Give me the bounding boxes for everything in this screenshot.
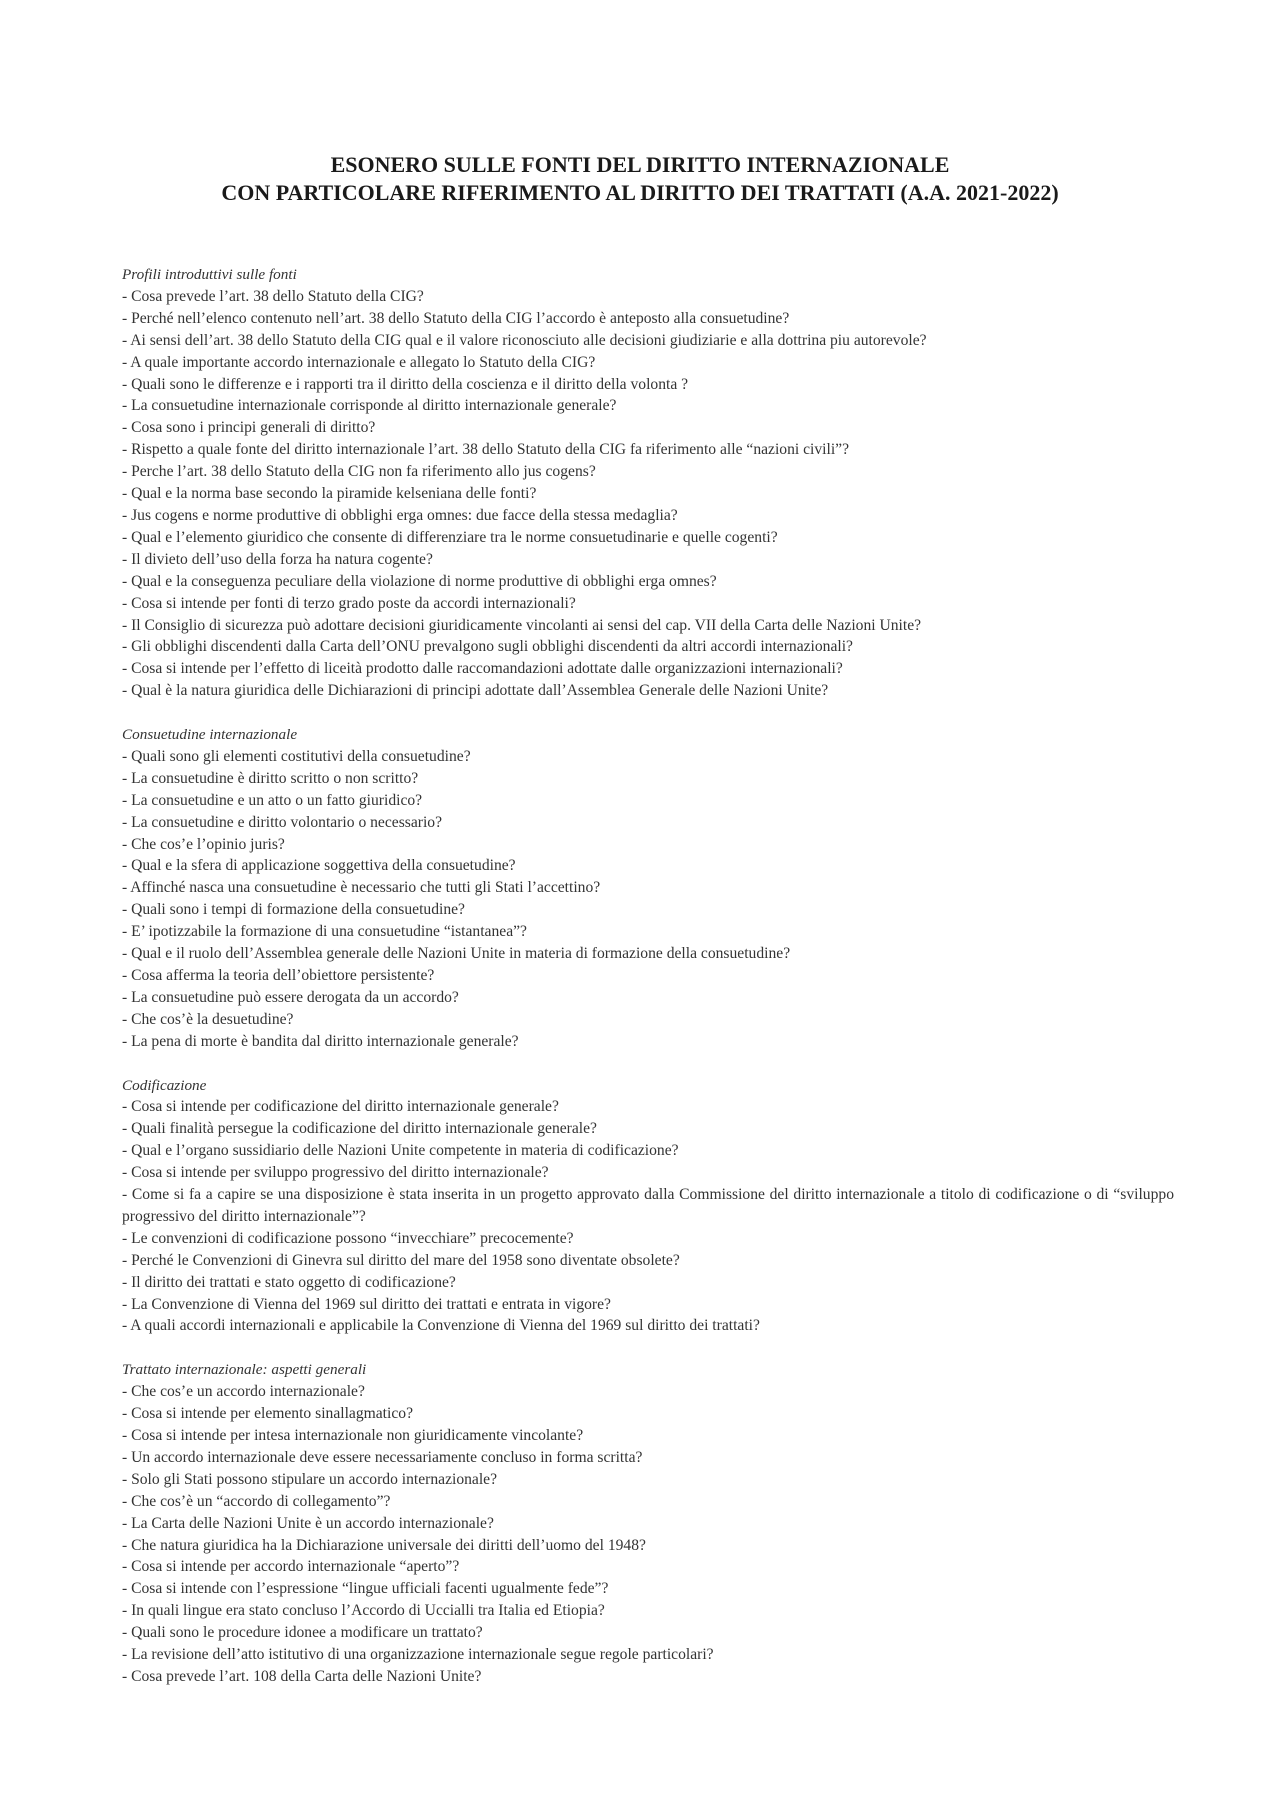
title-line-1: ESONERO SULLE FONTI DEL DIRITTO INTERNAZIONALE	[330, 152, 950, 177]
question-item: - Come si fa a capire se una disposizione è stata inserita in un progetto approvato dalla Commissione del diritto internazionale a titolo di codificazione o di “sviluppo progressivo del diritto internazionale”?	[122, 1186, 1174, 1225]
document-title	[0, 151, 1280, 207]
question-item: - Il divieto dell’uso della forza ha natura cogente?	[122, 550, 433, 568]
question-item: - La consuetudine e un atto o un fatto giuridico?	[122, 791, 423, 809]
question-item: - Cosa prevede l’art. 38 dello Statuto della CIG?	[122, 287, 424, 305]
question-item: - A quale importante accordo internazionale e allegato lo Statuto della CIG?	[122, 353, 596, 371]
question-item: - La pena di morte è bandita dal diritto internazionale generale?	[122, 1032, 519, 1050]
question-item: - Ai sensi dell’art. 38 dello Statuto della CIG qual e il valore riconosciuto alle decisioni giudiziarie e alla dottrina piu autorevole?	[122, 331, 927, 349]
question-item: - La consuetudine è diritto scritto o non scritto?	[122, 769, 419, 787]
question-item: - Perche l’art. 38 dello Statuto della CIG non fa riferimento allo jus cogens?	[122, 463, 596, 481]
question-item: - Quali finalità persegue la codificazione del diritto internazionale generale?	[122, 1120, 597, 1138]
question-item: - Che cos’è un “accordo di collegamento”?	[122, 1492, 391, 1510]
question-item: - Qual e la norma base secondo la piramide kelseniana delle fonti?	[122, 485, 537, 503]
section-heading: Trattato internazionale: aspetti generali	[122, 1361, 367, 1379]
question-item: - Qual e l’elemento giuridico che consente di differenziare tra le norme consuetudinarie e quelle cogenti?	[122, 528, 778, 546]
question-item: - Che cos’e un accordo internazionale?	[122, 1383, 365, 1401]
question-item: - Cosa si intende per sviluppo progressivo del diritto internazionale?	[122, 1164, 549, 1182]
question-item: - Cosa si intende per fonti di terzo grado poste da accordi internazionali?	[122, 594, 576, 612]
question-item: - Cosa si intende con l’espressione “lingue ufficiali facenti ugualmente fede”?	[122, 1580, 609, 1598]
question-item: - Quali sono i tempi di formazione della consuetudine?	[122, 901, 465, 919]
section	[122, 724, 1174, 1053]
question-item: - La Convenzione di Vienna del 1969 sul diritto dei trattati e entrata in vigore?	[122, 1295, 611, 1313]
question-item: - Rispetto a quale fonte del diritto internazionale l’art. 38 dello Statuto della CIG fa riferimento alle “nazioni civili”?	[122, 441, 850, 459]
title-line-2: CON PARTICOLARE RIFERIMENTO AL DIRITTO DEI TRATTATI (A.A. 2021-2022)	[221, 180, 1059, 205]
question-item: - La consuetudine e diritto volontario o necessario?	[122, 813, 442, 831]
question-item: - E’ ipotizzabile la formazione di una consuetudine “istantanea”?	[122, 923, 527, 941]
question-item: - Jus cogens e norme produttive di obblighi erga omnes: due facce della stessa medaglia?	[122, 506, 678, 524]
question-item: - La Carta delle Nazioni Unite è un accordo internazionale?	[122, 1514, 494, 1532]
question-item: - La revisione dell’atto istitutivo di una organizzazione internazionale segue regole particolari?	[122, 1646, 714, 1664]
question-item: - Affinché nasca una consuetudine è necessario che tutti gli Stati l’accettino?	[122, 879, 601, 897]
question-item: - Cosa si intende per intesa internazionale non giuridicamente vincolante?	[122, 1426, 584, 1444]
question-item: - Quali sono gli elementi costitutivi della consuetudine?	[122, 747, 471, 765]
question-item: - Che natura giuridica ha la Dichiarazione universale dei diritti dell’uomo del 1948?	[122, 1536, 646, 1554]
question-item: - Gli obblighi discendenti dalla Carta dell’ONU prevalgono sugli obblighi discendenti da altri accordi internazionali?	[122, 638, 853, 656]
section-heading: Profili introduttivi sulle fonti	[122, 266, 297, 283]
question-item: - Cosa si intende per l’effetto di liceità prodotto dalle raccomandazioni adottate dalle organizzazioni internazionali?	[122, 660, 843, 678]
question-item: - Cosa si intende per elemento sinallagmatico?	[122, 1405, 413, 1423]
question-item: - Cosa afferma la teoria dell’obiettore persistente?	[122, 966, 435, 984]
question-item: - Qual e il ruolo dell’Assemblea generale delle Nazioni Unite in materia di formazione della consuetudine?	[122, 945, 791, 963]
question-item: - A quali accordi internazionali e applicabile la Convenzione di Vienna del 1969 sul diritto dei trattati?	[122, 1317, 760, 1335]
question-item: - Cosa si intende per accordo internazionale “aperto”?	[122, 1558, 460, 1576]
question-item: - Il diritto dei trattati e stato oggetto di codificazione?	[122, 1273, 456, 1291]
question-item: - Il Consiglio di sicurezza può adottare decisioni giuridicamente vincolanti ai sensi del cap. VII della Carta delle Nazioni Unite?	[122, 616, 922, 634]
question-item: - La consuetudine internazionale corrisponde al diritto internazionale generale?	[122, 397, 617, 415]
section	[122, 1359, 1174, 1688]
question-item: - Le convenzioni di codificazione possono “invecchiare” precocemente?	[122, 1229, 574, 1247]
question-item: - In quali lingue era stato concluso l’Accordo di Uccialli tra Italia ed Etiopia?	[122, 1602, 605, 1620]
question-item: - Qual e l’organo sussidiario delle Nazioni Unite competente in materia di codificazione?	[122, 1142, 679, 1160]
question-item: - Un accordo internazionale deve essere necessariamente concluso in forma scritta?	[122, 1448, 643, 1466]
question-item: - Qual è la natura giuridica delle Dichiarazioni di principi adottate dall’Assemblea Generale delle Nazioni Unite?	[122, 682, 829, 700]
question-item: - Che cos’è la desuetudine?	[122, 1010, 294, 1028]
question-item: - La consuetudine può essere derogata da un accordo?	[122, 988, 459, 1006]
question-item: - Cosa prevede l’art. 108 della Carta delle Nazioni Unite?	[122, 1667, 482, 1685]
question-item: - Qual e la sfera di applicazione soggettiva della consuetudine?	[122, 857, 516, 875]
question-item: - Cosa sono i principi generali di diritto?	[122, 419, 376, 437]
section-heading: Codificazione	[122, 1076, 207, 1094]
question-item: - Quali sono le differenze e i rapporti tra il diritto della coscienza e il diritto della volonta ?	[122, 375, 689, 393]
question-item: - Solo gli Stati possono stipulare un accordo internazionale?	[122, 1470, 498, 1488]
question-item: - Qual e la conseguenza peculiare della violazione di norme produttive di obblighi erga omnes?	[122, 572, 717, 590]
section	[122, 1075, 1174, 1338]
question-item: - Perché le Convenzioni di Ginevra sul diritto del mare del 1958 sono diventate obsolete?	[122, 1251, 680, 1269]
question-item: - Cosa si intende per codificazione del diritto internazionale generale?	[122, 1098, 559, 1116]
question-item: - Che cos’e l’opinio juris?	[122, 835, 285, 853]
question-item: - Quali sono le procedure idonee a modificare un trattato?	[122, 1624, 483, 1642]
section-heading: Consuetudine internazionale	[122, 726, 298, 744]
section	[122, 264, 1174, 702]
question-list	[122, 264, 1174, 1710]
question-item: - Perché nell’elenco contenuto nell’art. 38 dello Statuto della CIG l’accordo è anteposto alla consuetudine?	[122, 309, 790, 327]
